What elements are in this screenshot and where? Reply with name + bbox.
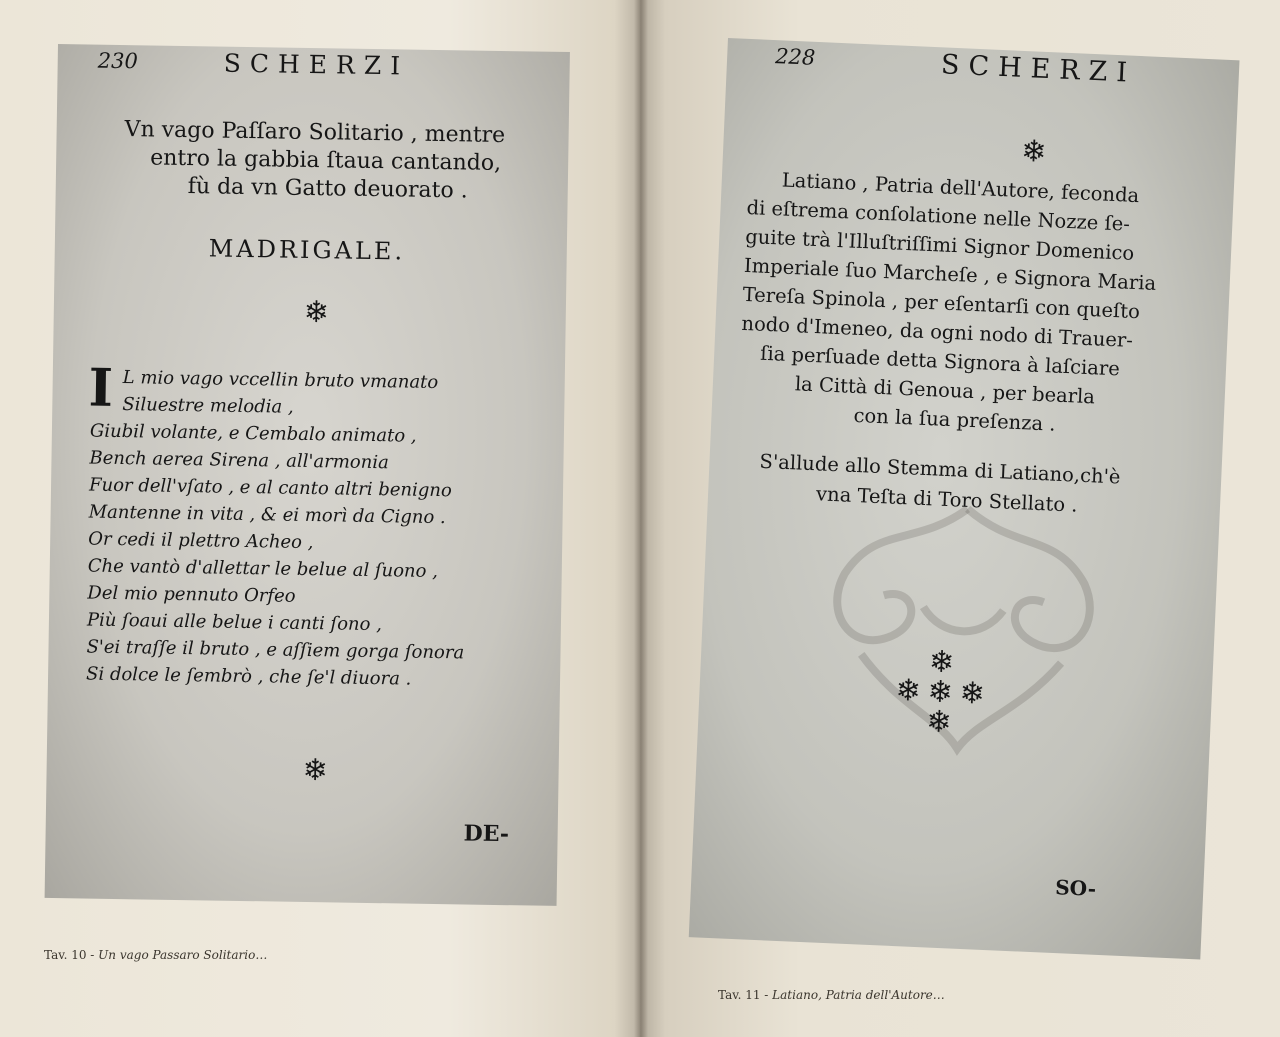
emblem-star-icon: ❄ bbox=[925, 704, 953, 741]
poem-line: Giubil volante, e Cembalo animato , bbox=[89, 420, 417, 447]
poem-line: Che vantò d'allettar le belue al ſuono , bbox=[87, 555, 439, 583]
stemma-show-through-icon bbox=[756, 480, 1169, 797]
ornament-star-icon: ❄ bbox=[302, 752, 329, 789]
running-header: SCHERZI bbox=[940, 49, 1137, 89]
emblem-star-icon: ❄ bbox=[926, 674, 954, 711]
page-number: 228 bbox=[774, 44, 816, 70]
madrigale-heading: MADRIGALE. bbox=[208, 234, 406, 266]
poem-line: S'ei traſſe il bruto , e aſſiem gorga ſonora bbox=[86, 636, 465, 664]
allusion-line: S'allude allo Stemma di Latiano,ch'è bbox=[759, 449, 1121, 489]
title-line: fù da vn Gatto deuorato . bbox=[187, 174, 468, 204]
running-header: SCHERZI bbox=[223, 48, 410, 81]
allusion-line: vna Teſta di Toro Stellato . bbox=[815, 482, 1078, 517]
emblem-star-icon: ❄ bbox=[928, 644, 955, 681]
poem-line: Si dolce le ſembrò , che ſe'l diuora . bbox=[85, 663, 412, 690]
caption-label: Tav. 10 - bbox=[44, 948, 99, 962]
title-line: Vn vago Paſſaro Solitario , mentre bbox=[124, 117, 506, 149]
caption-tav-11 bbox=[718, 988, 945, 1002]
emblem-star-icon: ❄ bbox=[958, 675, 986, 712]
ornament-star-icon: ❄ bbox=[1020, 133, 1048, 170]
catchword: SO- bbox=[1054, 875, 1097, 901]
plate-tav-11 bbox=[689, 38, 1240, 959]
book-spine-shadow bbox=[634, 0, 648, 1037]
caption-title: Latiano, Patria dell'Autore… bbox=[772, 988, 945, 1002]
poem-line: Più ſoaui alle belue i canti ſono , bbox=[86, 609, 383, 636]
caption-label: Tav. 11 - bbox=[718, 988, 773, 1002]
caption-title: Un vago Passaro Solitario… bbox=[98, 948, 268, 962]
poem-line: Del mio pennuto Orfeo bbox=[87, 582, 296, 607]
body-line: con la ſua preſenza . bbox=[853, 403, 1057, 436]
poem-line: Siluestre melodia , bbox=[122, 394, 294, 418]
caption-tav-10 bbox=[44, 948, 267, 962]
emblem-star-icon: ❄ bbox=[894, 672, 922, 710]
body-line: ſia perſuade detta Signora à laſciare bbox=[759, 341, 1121, 381]
body-line: Tereſa Spinola , per eſentarſi con queſto bbox=[742, 282, 1141, 324]
poem-line: L mio vago vccellin bruto vmanato bbox=[122, 367, 439, 394]
poem-line: Mantenne in vita , & ei morì da Cigno . bbox=[88, 501, 446, 529]
catchword: DE- bbox=[463, 820, 510, 848]
title-line: entro la gabbia ſtaua cantando, bbox=[150, 145, 502, 176]
poem-line: Bench aerea Sirena , all'armonia bbox=[89, 447, 389, 474]
body-line: di eſtrema conſolatione nelle Nozze ſe- bbox=[746, 195, 1131, 236]
poem-line: Or cedi il plettro Acheo , bbox=[88, 528, 314, 554]
body-line: Latiano , Patria dell'Autore, feconda bbox=[781, 168, 1140, 208]
poem-line: Fuor dell'vſato , e al canto altri benigno bbox=[88, 474, 452, 502]
body-line: nodo d'Imeneo, da ogni nodo di Trauer- bbox=[741, 311, 1134, 352]
drop-cap: I bbox=[88, 357, 114, 419]
plate-tav-10 bbox=[45, 44, 570, 906]
ornament-star-icon: ❄ bbox=[303, 294, 330, 331]
body-line: guite trà l'Illuſtriſſimi Signor Domenico bbox=[744, 224, 1135, 265]
body-line: la Città di Genoua , per bearla bbox=[794, 372, 1096, 409]
page-number: 230 bbox=[97, 48, 139, 74]
body-line: Imperiale ſuo Marcheſe , e Signora Maria bbox=[743, 253, 1157, 295]
